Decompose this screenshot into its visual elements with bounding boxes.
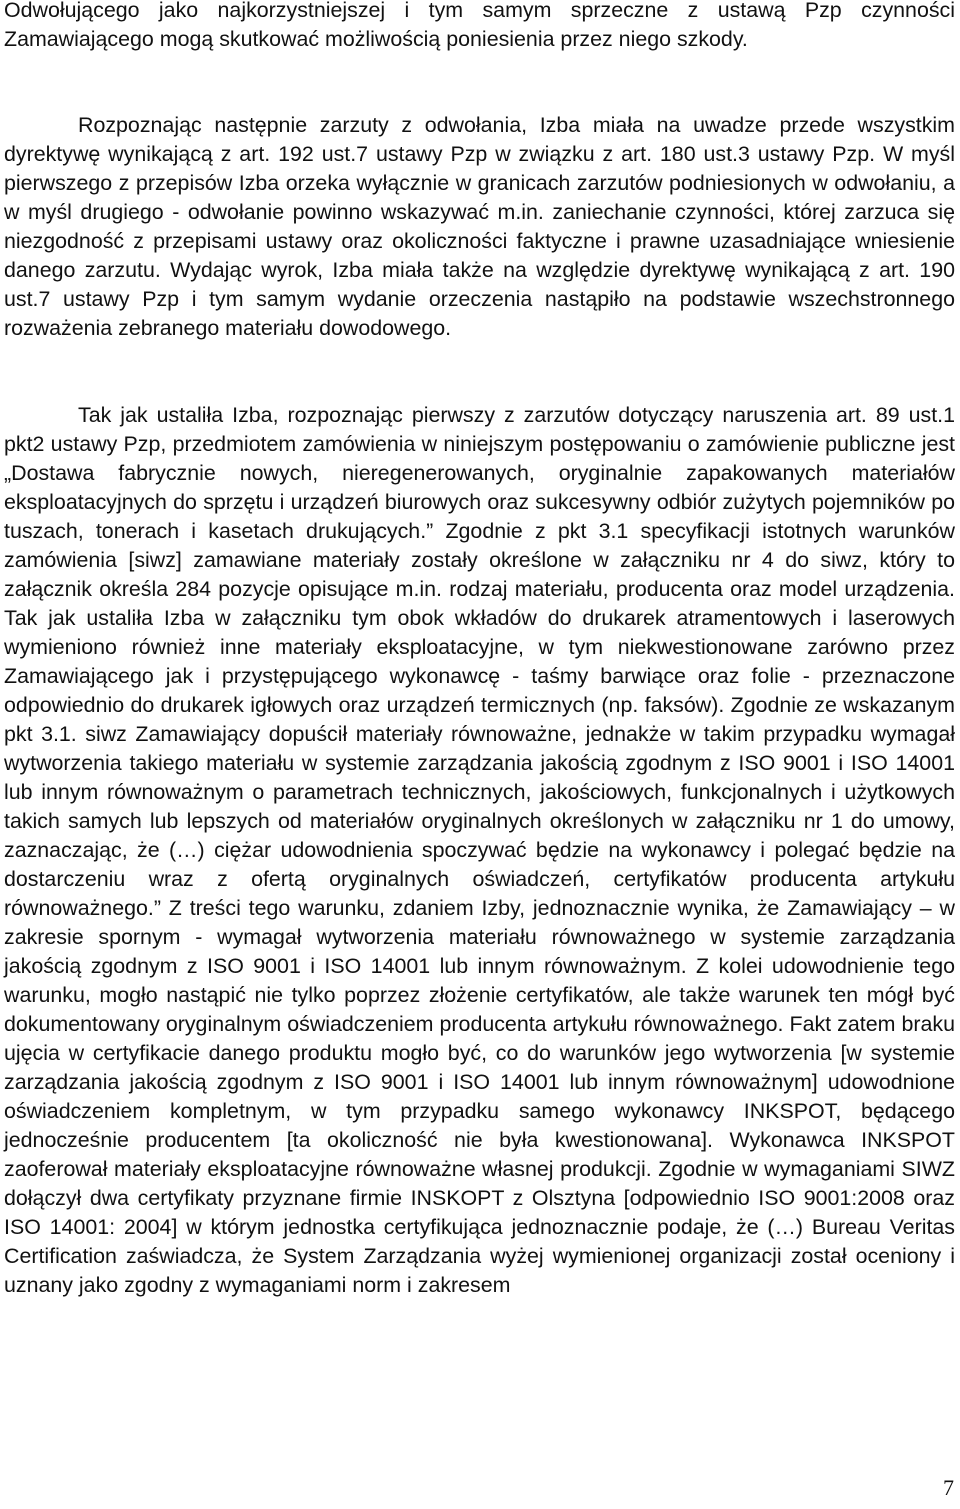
paragraph-continuation: Odwołującego jako najkorzystniejszej i tym samym sprzeczne z ustawą Pzp czynności Zamawiającego mogą skutkować możliwością poniesienia przez niego szkody. (4, 0, 955, 51)
paragraph-izba-rozpoznajac: Rozpoznając następnie zarzuty z odwołania, Izba miała na uwadze przede wszystkim dyrektywę wynikającą z art. 192 ust.7 ustawy Pzp w związku z art. 180 ust.3 ustawy Pzp. W myśl pierwszego z przepisów Izba orzeka wyłącznie w granicach zarzutów podniesionych w odwołaniu, a w myśl drugiego - odwołanie powinno wskazywać m.in. zaniechanie czynności, której zarzuca się niezgodność z przepisami ustawy oraz okoliczności faktyczne i prawne uzasadniające wniesienie danego zarzutu. Wydając wyrok, Izba miała także na względzie dyrektywę wynikającą z art. 190 ust.7 ustawy Pzp i tym samym wydanie orzeczenia nastąpiło na podstawie wszechstronnego rozważenia zebranego materiału dowodowego. (4, 113, 955, 340)
document-page (4, 0, 955, 1509)
page-number: 7 (943, 1475, 954, 1500)
paragraph-tak-jak-ustalila: Tak jak ustaliła Izba, rozpoznając pierwszy z zarzutów dotyczący naruszenia art. 89 ust.1 pkt2 ustawy Pzp, przedmiotem zamówienia w niniejszym postępowaniu o zamówienie publiczne jest „Dostawa fabrycznie nowych, nieregenerowanych, oryginalnie zapakowanych materiałów eksploatacyjnych do sprzętu i urządzeń biurowych oraz sukcesywny odbiór zużytych pojemników po tuszach, tonerach i kasetach drukujących.” Zgodnie z pkt 3.1 specyfikacji istotnych warunków zamówienia [siwz] zamawiane materiały zostały określone w załączniku nr 4 do siwz, który to załącznik określa 284 pozycje opisujące m.in. rodzaj materiału, producenta oraz model urządzenia. Tak jak ustaliła Izba w załączniku tym obok wkładów do drukarek atramentowych i laserowych wymieniono również inne materiały eksploatacyjne, w tym niekwestionowane zarówno przez Zamawiającego jak i przystępującego wykonawcę - taśmy barwiące oraz folie - przeznaczone odpowiednio do drukarek igłowych oraz urządzeń termicznych (np. faksów). Zgodnie ze wskazanym pkt 3.1. siwz Zamawiający dopuścił materiały równoważne, jednakże w takim przypadku wymagał wytworzenia takiego materiału w systemie zarządzania jakością zgodnym z ISO 9001 i ISO 14001 lub innym równoważnym o parametrach technicznych, jakościowych, funkcjonalnych i użytkowych takich samych lub lepszych od materiałów oryginalnych określonych w załączniku nr 1 do umowy, zaznaczając, że (…) ciężar udowodnienia spoczywać będzie na wykonawcy i polegać będzie na dostarczeniu wraz z ofertą oryginalnych oświadczeń, certyfikatów producenta artykułu równoważnego.” Z treści tego warunku, zdaniem Izby, jednoznacznie wynika, że Zamawiający – w zakresie spornym - wymagał wytworzenia materiału równoważnego w systemie zarządzania jakością zgodnym z ISO 9001 i ISO 14001 lub innym równoważnym. Z kolei udowodnienie tego warunku, mogło nastąpić nie tylko poprzez złożenie certyfikatów, ale także warunek ten mógł być dokumentowany oryginalnym oświadczeniem producenta artykułu równoważnego. Fakt zatem braku ujęcia w certyfikacie danego produktu mogło być, co do warunków jego wytworzenia [w systemie zarządzania jakością zgodnym z ISO 9001 i ISO 14001 lub innym równoważnym] udowodnione oświadczeniem kompletnym, w tym przypadku samego wykonawcy INKSPOT, będącego jednocześnie producentem [ta okoliczność nie była kwestionowana]. Wykonawca INKSPOT zaoferował materiały eksploatacyjne równoważne własnej produkcji. Zgodnie w wymaganiami SIWZ dołączył dwa certyfikaty przyznane firmie INSKOPT z Olsztyna [odpowiednio ISO 9001:2008 oraz ISO 14001: 2004] w którym jednostka certyfikująca jednoznacznie podaje, że (…) Bureau Veritas Certification zaświadcza, że System Zarządzania wyżej wymienionej organizacji został oceniony i uznany jako zgodny z wymaganiami norm i zakresem (4, 403, 955, 1297)
